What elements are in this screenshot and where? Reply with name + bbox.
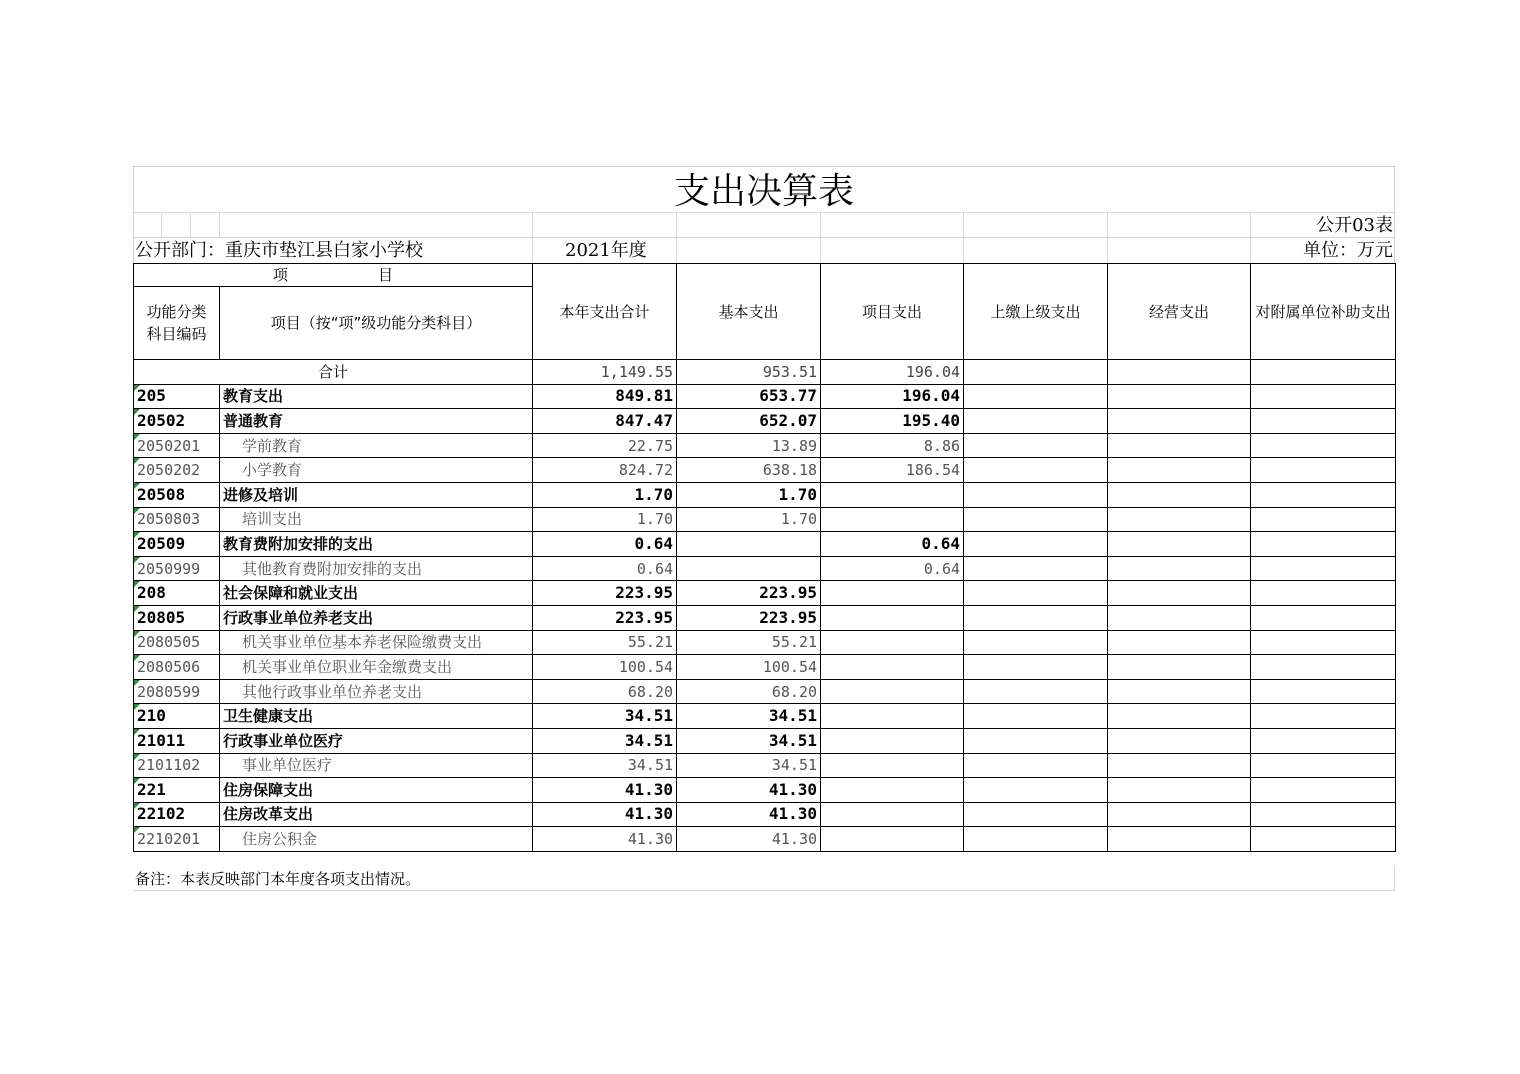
total-project: 196.04 [821, 360, 964, 385]
row-project [821, 630, 964, 655]
row-name: 社会保障和就业支出 [220, 581, 533, 606]
row-total: 824.72 [533, 458, 677, 483]
row-basic: 68.20 [677, 679, 821, 704]
empty-cell [1108, 778, 1251, 803]
row-total: 223.95 [533, 581, 677, 606]
header-basic: 基本支出 [677, 264, 821, 360]
row-total: 0.64 [533, 532, 677, 557]
row-project [821, 482, 964, 507]
empty-cell [1108, 581, 1251, 606]
row-name: 学前教育 [220, 433, 533, 458]
row-basic: 100.54 [677, 655, 821, 680]
row-basic [677, 556, 821, 581]
row-project: 0.64 [821, 556, 964, 581]
row-name: 行政事业单位医疗 [220, 728, 533, 753]
table-row [134, 827, 1396, 852]
empty-cell [1251, 605, 1396, 630]
empty-cell [1108, 556, 1251, 581]
empty-cell [1251, 532, 1396, 557]
empty-cell [964, 581, 1108, 606]
row-total: 34.51 [533, 704, 677, 729]
form-code: 公开03表 [1316, 215, 1393, 236]
row-name: 卫生健康支出 [220, 704, 533, 729]
table-row [134, 581, 1396, 606]
empty-cell [964, 556, 1108, 581]
gridline [963, 212, 964, 263]
empty-cell [964, 458, 1108, 483]
row-code: 221 [134, 778, 220, 803]
row-project: 8.86 [821, 433, 964, 458]
row-total: 223.95 [533, 605, 677, 630]
empty-cell [1108, 507, 1251, 532]
table-row [134, 605, 1396, 630]
empty-cell [1251, 753, 1396, 778]
empty-cell [1108, 827, 1251, 852]
header-operating: 经营支出 [1108, 264, 1251, 360]
empty-cell [1108, 655, 1251, 680]
row-code: 2080599 [134, 679, 220, 704]
table-row [134, 532, 1396, 557]
gridline [133, 212, 1395, 213]
empty-cell [1251, 728, 1396, 753]
row-total: 34.51 [533, 753, 677, 778]
empty-cell [1251, 827, 1396, 852]
row-total: 100.54 [533, 655, 677, 680]
row-name: 小学教育 [220, 458, 533, 483]
empty-cell [1108, 433, 1251, 458]
empty-cell [964, 507, 1108, 532]
empty-cell [964, 655, 1108, 680]
note-border [133, 890, 1395, 891]
row-project: 195.40 [821, 409, 964, 434]
expenditure-table [133, 263, 1396, 852]
header-subsidy: 对附属单位补助支出 [1251, 264, 1396, 360]
table-row [134, 630, 1396, 655]
row-code: 2050202 [134, 458, 220, 483]
empty-cell [964, 482, 1108, 507]
row-project [821, 507, 964, 532]
row-total: 41.30 [533, 802, 677, 827]
empty-cell [1251, 679, 1396, 704]
expenditure-sheet [133, 166, 1395, 891]
empty-cell [964, 384, 1108, 409]
row-project [821, 753, 964, 778]
gridline [219, 212, 220, 237]
gridline [1107, 212, 1108, 263]
gridline [820, 212, 821, 263]
row-code: 22102 [134, 802, 220, 827]
table-row [134, 802, 1396, 827]
row-name: 教育费附加安排的支出 [220, 532, 533, 557]
row-total: 68.20 [533, 679, 677, 704]
row-name: 住房保障支出 [220, 778, 533, 803]
row-total: 55.21 [533, 630, 677, 655]
row-name: 教育支出 [220, 384, 533, 409]
row-name: 普通教育 [220, 409, 533, 434]
row-basic: 13.89 [677, 433, 821, 458]
row-project [821, 605, 964, 630]
empty-cell [1251, 581, 1396, 606]
gridline [161, 212, 162, 237]
empty-cell [964, 704, 1108, 729]
empty-cell [1108, 360, 1251, 385]
row-total: 34.51 [533, 728, 677, 753]
row-basic: 1.70 [677, 507, 821, 532]
empty-cell [964, 360, 1108, 385]
row-basic: 34.51 [677, 753, 821, 778]
empty-cell [1108, 753, 1251, 778]
row-name: 机关事业单位职业年金缴费支出 [220, 655, 533, 680]
row-total: 1.70 [533, 507, 677, 532]
empty-cell [1108, 532, 1251, 557]
row-code: 2050803 [134, 507, 220, 532]
row-code: 210 [134, 704, 220, 729]
row-code: 2101102 [134, 753, 220, 778]
table-row [134, 458, 1396, 483]
note-border [1394, 866, 1395, 891]
row-name: 机关事业单位基本养老保险缴费支出 [220, 630, 533, 655]
gridline [190, 212, 191, 237]
total-basic: 953.51 [677, 360, 821, 385]
row-basic: 41.30 [677, 827, 821, 852]
unit-label: 单位：万元 [1303, 240, 1393, 261]
row-code: 2080506 [134, 655, 220, 680]
total-amount: 1,149.55 [533, 360, 677, 385]
empty-cell [1108, 728, 1251, 753]
row-basic: 34.51 [677, 728, 821, 753]
header-project-expense: 项目支出 [821, 264, 964, 360]
table-row [134, 556, 1396, 581]
table-row [134, 753, 1396, 778]
row-total: 0.64 [533, 556, 677, 581]
header-project: 项 目 [134, 264, 533, 287]
empty-cell [1251, 556, 1396, 581]
row-basic: 223.95 [677, 605, 821, 630]
fiscal-year: 2021年度 [565, 240, 647, 261]
empty-cell [964, 778, 1108, 803]
row-project [821, 802, 964, 827]
row-code: 2080505 [134, 630, 220, 655]
row-total: 849.81 [533, 384, 677, 409]
row-name: 其他教育费附加安排的支出 [220, 556, 533, 581]
row-project [821, 655, 964, 680]
gridline [532, 212, 533, 263]
header-total: 本年支出合计 [533, 264, 677, 360]
row-code: 208 [134, 581, 220, 606]
row-name: 培训支出 [220, 507, 533, 532]
row-total: 847.47 [533, 409, 677, 434]
row-code: 2050201 [134, 433, 220, 458]
header-upper: 上缴上级支出 [964, 264, 1108, 360]
row-name: 事业单位医疗 [220, 753, 533, 778]
empty-cell [964, 753, 1108, 778]
row-basic: 653.77 [677, 384, 821, 409]
page-title: 支出决算表 [673, 171, 854, 212]
row-code: 21011 [134, 728, 220, 753]
row-basic: 652.07 [677, 409, 821, 434]
empty-cell [1108, 458, 1251, 483]
gridline [1250, 212, 1251, 263]
sheet-top-border [133, 166, 1395, 167]
table-row [134, 384, 1396, 409]
row-code: 2050999 [134, 556, 220, 581]
header-name: 项目（按“项”级功能分类科目） [220, 287, 533, 360]
row-name: 其他行政事业单位养老支出 [220, 679, 533, 704]
empty-cell [964, 679, 1108, 704]
row-code: 205 [134, 384, 220, 409]
gridline [676, 212, 677, 263]
row-code: 20509 [134, 532, 220, 557]
row-basic: 34.51 [677, 704, 821, 729]
row-basic: 41.30 [677, 802, 821, 827]
empty-cell [1108, 605, 1251, 630]
row-total: 41.30 [533, 827, 677, 852]
row-project [821, 778, 964, 803]
row-project [821, 679, 964, 704]
row-name: 住房公积金 [220, 827, 533, 852]
empty-cell [1251, 458, 1396, 483]
row-project [821, 704, 964, 729]
empty-cell [964, 802, 1108, 827]
row-name: 行政事业单位养老支出 [220, 605, 533, 630]
table-row [134, 409, 1396, 434]
empty-cell [1108, 704, 1251, 729]
row-project: 186.54 [821, 458, 964, 483]
row-code: 20805 [134, 605, 220, 630]
table-row [134, 679, 1396, 704]
empty-cell [964, 827, 1108, 852]
empty-cell [1251, 482, 1396, 507]
table-note: 备注：本表反映部门本年度各项支出情况。 [135, 870, 421, 888]
row-project [821, 827, 964, 852]
empty-cell [1251, 802, 1396, 827]
table-row [134, 433, 1396, 458]
empty-cell [964, 532, 1108, 557]
table-row [134, 728, 1396, 753]
row-code: 20502 [134, 409, 220, 434]
row-basic: 1.70 [677, 482, 821, 507]
row-total: 41.30 [533, 778, 677, 803]
row-basic [677, 532, 821, 557]
row-total: 22.75 [533, 433, 677, 458]
row-project: 0.64 [821, 532, 964, 557]
empty-cell [1251, 433, 1396, 458]
empty-cell [964, 630, 1108, 655]
table-row [134, 778, 1396, 803]
row-project [821, 581, 964, 606]
row-code: 2210201 [134, 827, 220, 852]
table-row [134, 704, 1396, 729]
table-row-total [134, 360, 1396, 385]
empty-cell [1108, 679, 1251, 704]
empty-cell [1108, 384, 1251, 409]
empty-cell [1251, 655, 1396, 680]
empty-cell [1251, 704, 1396, 729]
empty-cell [964, 409, 1108, 434]
row-name: 进修及培训 [220, 482, 533, 507]
gridline [133, 237, 1395, 238]
empty-cell [1251, 409, 1396, 434]
empty-cell [1108, 630, 1251, 655]
table-row [134, 482, 1396, 507]
empty-cell [1251, 507, 1396, 532]
row-project: 196.04 [821, 384, 964, 409]
row-code: 20508 [134, 482, 220, 507]
empty-cell [964, 728, 1108, 753]
row-total: 1.70 [533, 482, 677, 507]
row-basic: 223.95 [677, 581, 821, 606]
empty-cell [1108, 409, 1251, 434]
empty-cell [1251, 778, 1396, 803]
empty-cell [1108, 802, 1251, 827]
empty-cell [1251, 360, 1396, 385]
header-code: 功能分类科目编码 [134, 287, 220, 360]
table-row [134, 655, 1396, 680]
empty-cell [964, 433, 1108, 458]
row-basic: 638.18 [677, 458, 821, 483]
row-name: 住房改革支出 [220, 802, 533, 827]
department-label: 公开部门：重庆市垫江县白家小学校 [135, 240, 423, 261]
empty-cell [964, 605, 1108, 630]
table-row [134, 507, 1396, 532]
empty-cell [1251, 384, 1396, 409]
empty-cell [1108, 482, 1251, 507]
row-basic: 41.30 [677, 778, 821, 803]
row-basic: 55.21 [677, 630, 821, 655]
row-project [821, 728, 964, 753]
total-label: 合计 [134, 360, 533, 385]
empty-cell [1251, 630, 1396, 655]
